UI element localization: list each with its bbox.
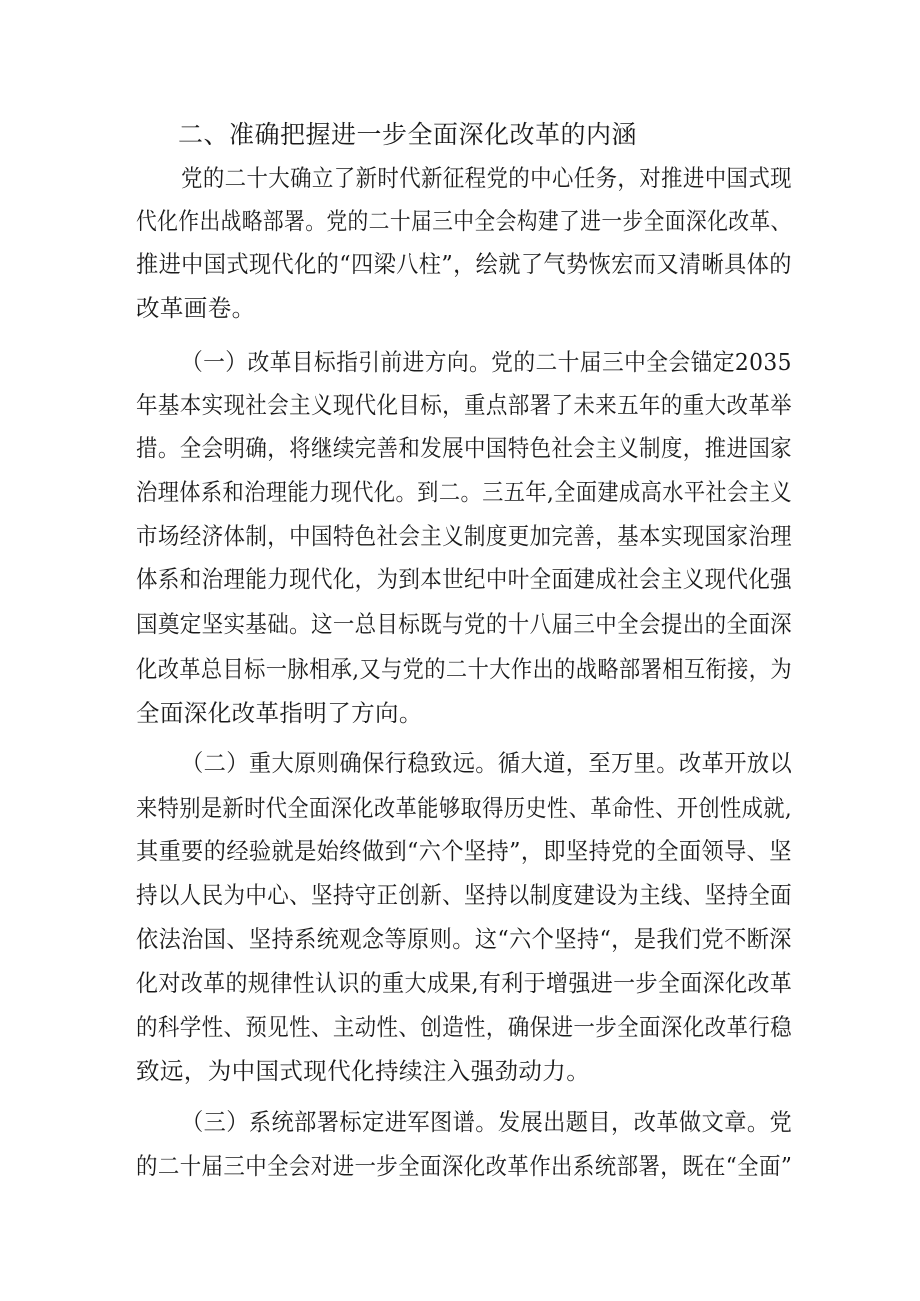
paragraph-line: （一）改革目标指引前进方向。党的二十届三中全会锚定2035 <box>181 348 792 376</box>
paragraph-line: 代化作出战略部署。党的二十届三中全会构建了进一步全面深化改革、 <box>136 207 792 235</box>
paragraph-line: 化对改革的规律性认识的重大成果,有利于增强进一步全面深化改革 <box>136 969 793 997</box>
paragraph-line: 措。全会明确，将继续完善和发展中国特色社会主义制度，推进国家 <box>136 434 793 462</box>
paragraph-line: 化改革总目标一脉相承,又与党的二十大作出的战略部署相互衔接，为 <box>136 655 793 683</box>
paragraph-line: （三）系统部署标定进军图谱。发展出题目，改革做文章。党 <box>181 1108 793 1136</box>
paragraph-line: 致远，为中国式现代化持续注入强劲动力。 <box>136 1057 591 1085</box>
paragraph-line: 体系和治理能力现代化，为到本世纪中叶全面建成社会主义现代化强 <box>136 565 793 593</box>
paragraph-line: 推进中国式现代化的“四梁八柱”，绘就了气势恢宏而又清晰具体的 <box>136 250 792 278</box>
paragraph-line: 改革画卷。 <box>136 294 256 322</box>
section-heading: 二、准确把握进一步全面深化改革的内涵 <box>178 120 638 149</box>
paragraph-line: 国奠定坚实基础。这一总目标既与党的十八届三中全会提出的全面深 <box>136 610 793 638</box>
paragraph-line: 年基本实现社会主义现代化目标，重点部署了未来五年的重大改革举 <box>136 391 793 419</box>
paragraph-line: 的科学性、预见性、主动性、创造性，确保进一步全面深化改革行稳 <box>136 1013 793 1041</box>
paragraph-line: 持以人民为中心、坚持守正创新、坚持以制度建设为主线、坚持全面 <box>136 881 793 909</box>
paragraph-line: 依法治国、坚持系统观念等原则。这“六个坚持“，是我们党不断深 <box>136 925 792 953</box>
paragraph-line: 治理体系和治理能力现代化。到二。三五年,全面建成高水平社会主义 <box>136 478 793 506</box>
paragraph-line: 其重要的经验就是始终做到“六个坚持”，即坚持党的全面领导、坚 <box>136 837 792 865</box>
paragraph-line: 党的二十大确立了新时代新征程党的中心任务，对推进中国式现 <box>181 164 792 192</box>
paragraph-line: 的二十届三中全会对进一步全面深化改革作出系统部署，既在“全面” <box>136 1152 793 1180</box>
paragraph-line: （二）重大原则确保行稳致远。循大道，至万里。改革开放以 <box>181 749 793 777</box>
paragraph-line: 全面深化改革指明了方向。 <box>136 699 423 727</box>
paragraph-line: 来特别是新时代全面深化改革能够取得历史性、革命性、开创性成就, <box>136 794 793 822</box>
paragraph-line: 市场经济体制，中国特色社会主义制度更加完善，基本实现国家治理 <box>136 522 793 550</box>
